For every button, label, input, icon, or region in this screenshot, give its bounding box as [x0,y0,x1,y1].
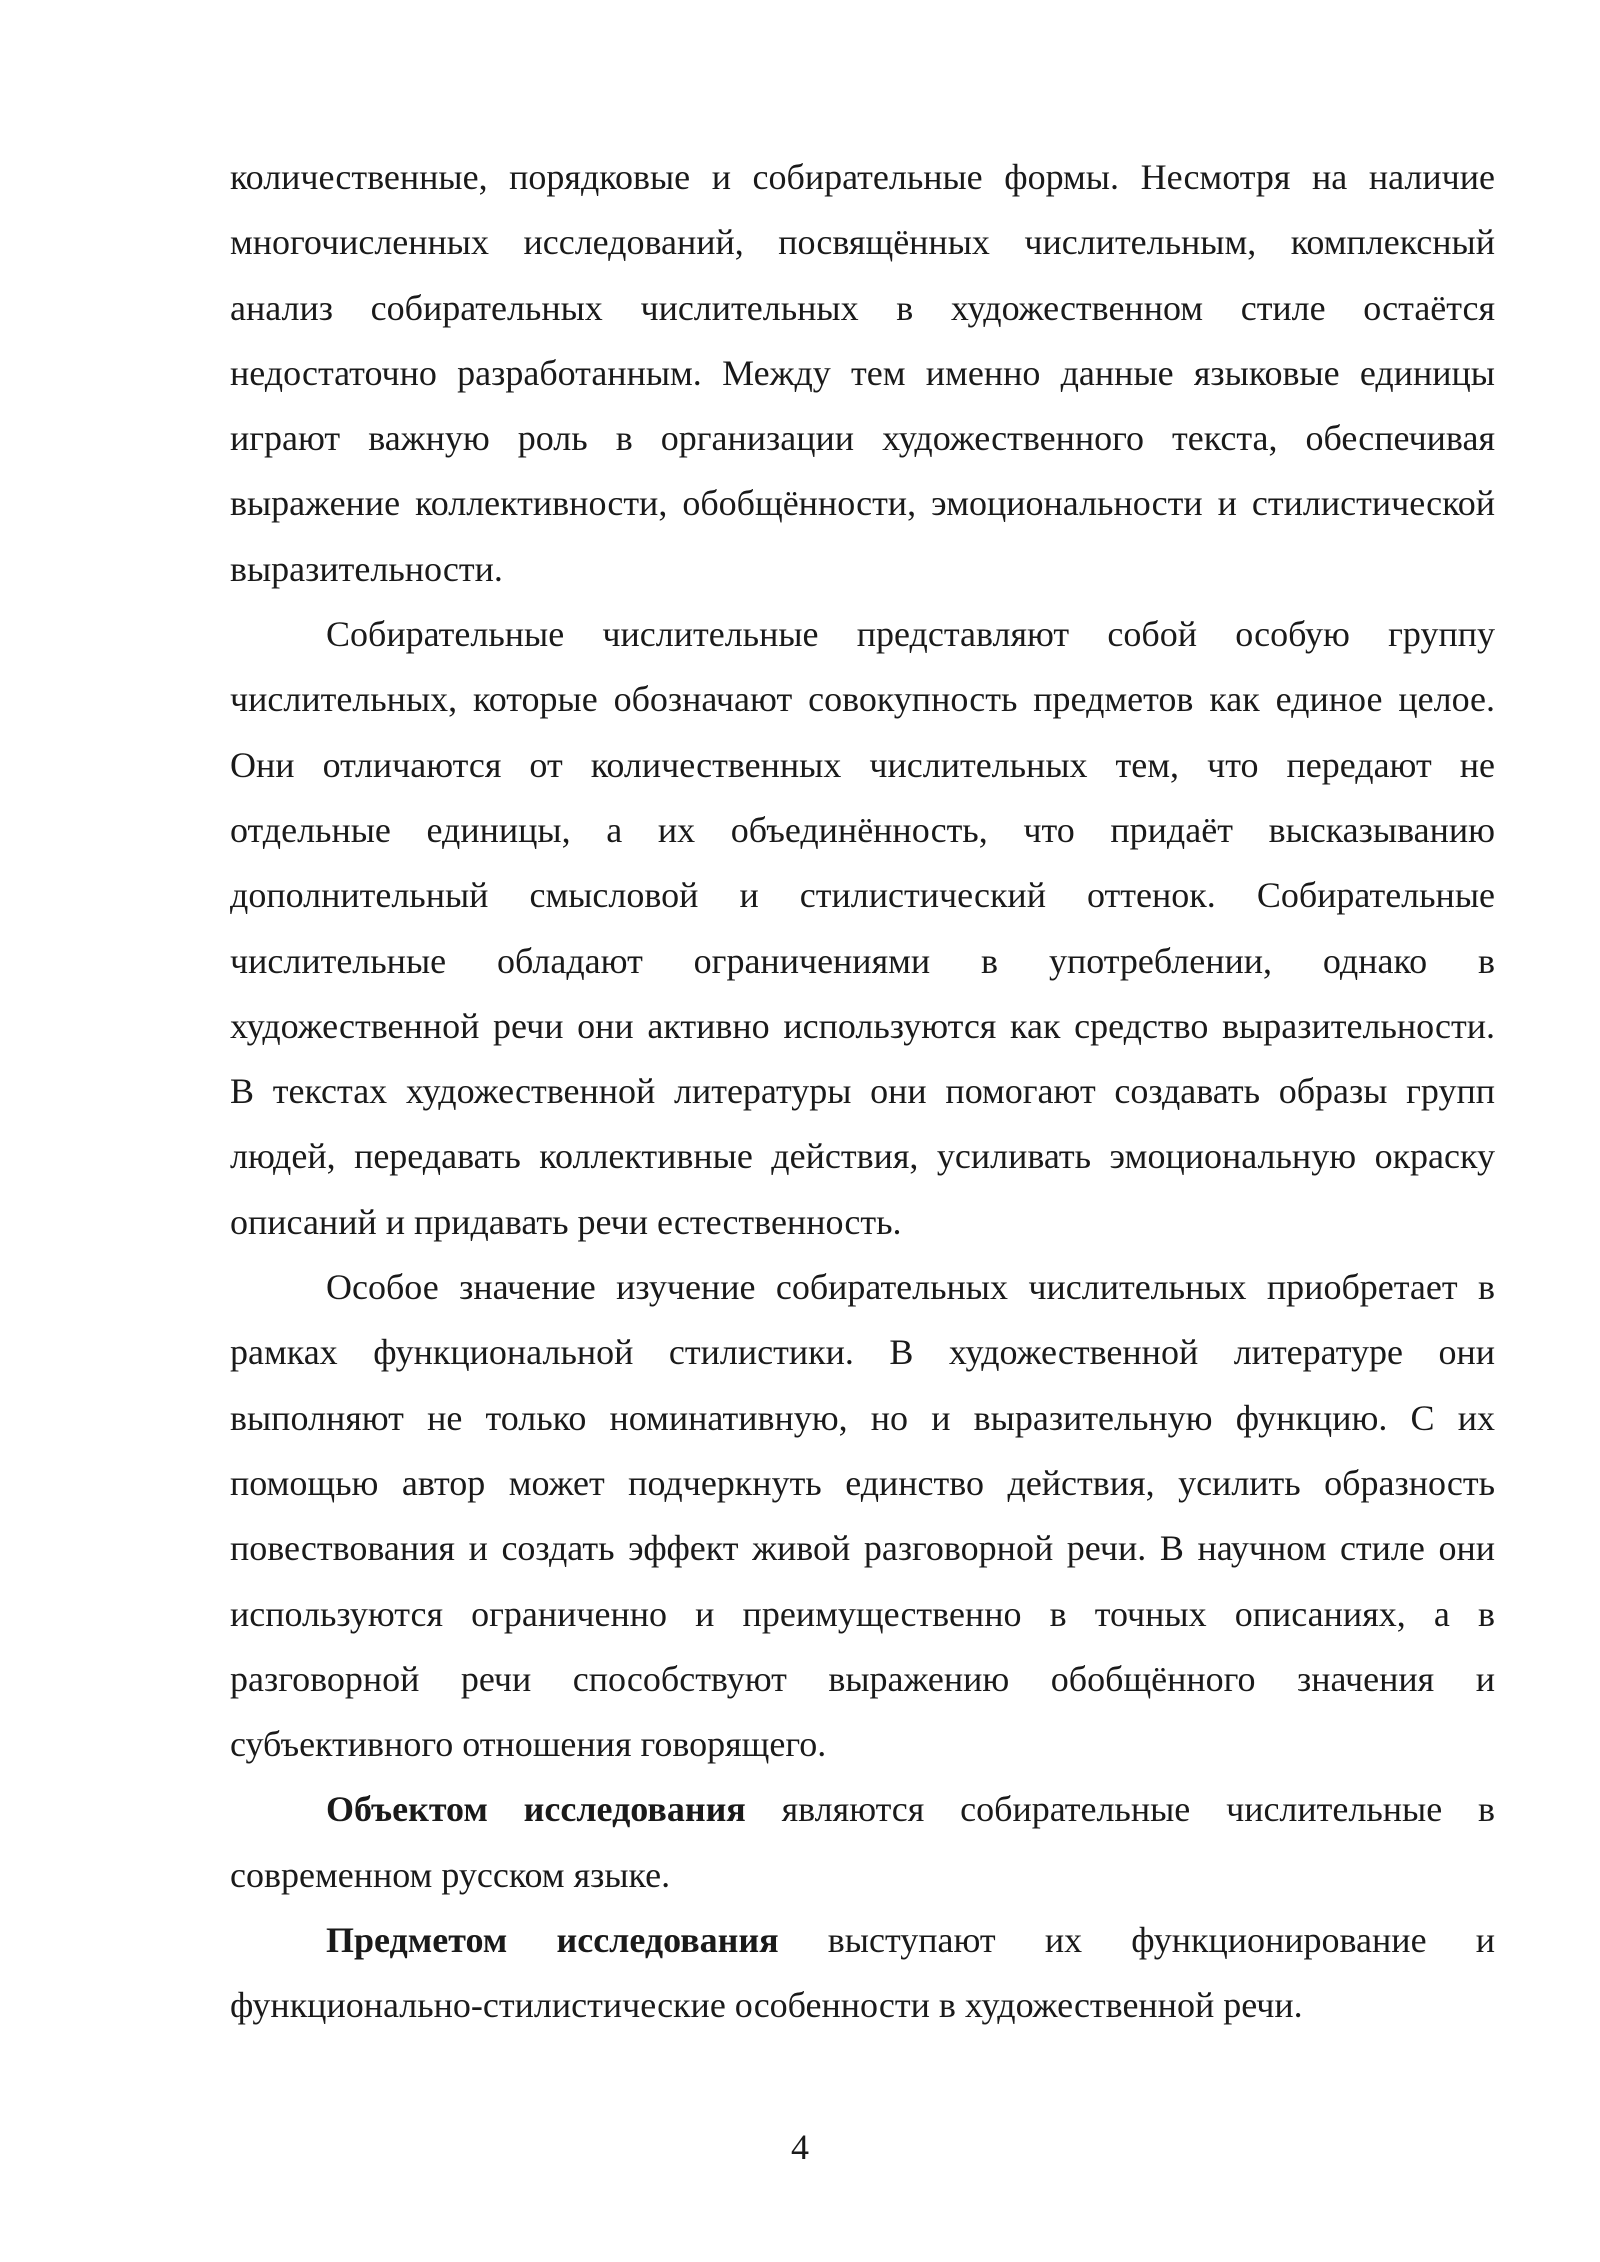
paragraph-research-subject [230,1908,1495,2039]
paragraph-collective-numerals-definition [230,602,1495,1255]
paragraph-continuation [230,145,1495,602]
paragraph-text: являются собирательные числительные в современном русском языке. [230,1789,1495,1895]
paragraph-text: количественные, порядковые и собирательные формы. Несмотря на наличие многочисленных исследований, посвящённых числительным, комплексный анализ собирательных числительных в художественном стиле остаётся недостаточно разработанным. Между тем именно данные языковые единицы играют важную роль в организации художественного текста, обеспечивая выражение коллективности, обобщённости, эмоциональности и стилистической выразительности. [230,157,1495,589]
paragraph-text: Особое значение изучение собирательных числительных приобретает в рамках функциональной стилистики. В художественной литературе они выполняют не только номинативную, но и выразительную функцию. С их помощью автор может подчеркнуть единство действия, усилить образность повествования и создать эффект живой разговорной речи. В научном стиле они используются ограниченно и преимущественно в точных описаниях, а в разговорной речи способствуют выражению обобщённого значения и субъективного отношения говорящего. [230,1267,1495,1765]
research-subject-label: Предметом исследования [326,1920,779,1961]
paragraph-functional-stylistics [230,1255,1495,1777]
research-object-label: Объектом исследования [326,1789,746,1830]
paragraph-text: Собирательные числительные представляют собой особую группу числительных, которые обозначают совокупность предметов как единое целое. Они отличаются от количественных числительных тем, что передают не отдельные единицы, а их объединённость, что придаёт высказыванию дополнительный смысловой и стилистический оттенок. Собирательные числительные обладают ограничениями в употреблении, однако в художественной речи они активно используются как средство выразительности. В текстах художественной литературы они помогают создавать образы групп людей, передавать коллективные действия, усиливать эмоциональную окраску описаний и придавать речи естественность. [230,614,1495,1242]
body-text [230,145,1495,2039]
page-number: 4 [791,2127,809,2167]
paragraph-text: выступают их функционирование и функционально-стилистические особенности в художественной речи. [230,1920,1496,2026]
paragraph-research-object [230,1777,1495,1908]
